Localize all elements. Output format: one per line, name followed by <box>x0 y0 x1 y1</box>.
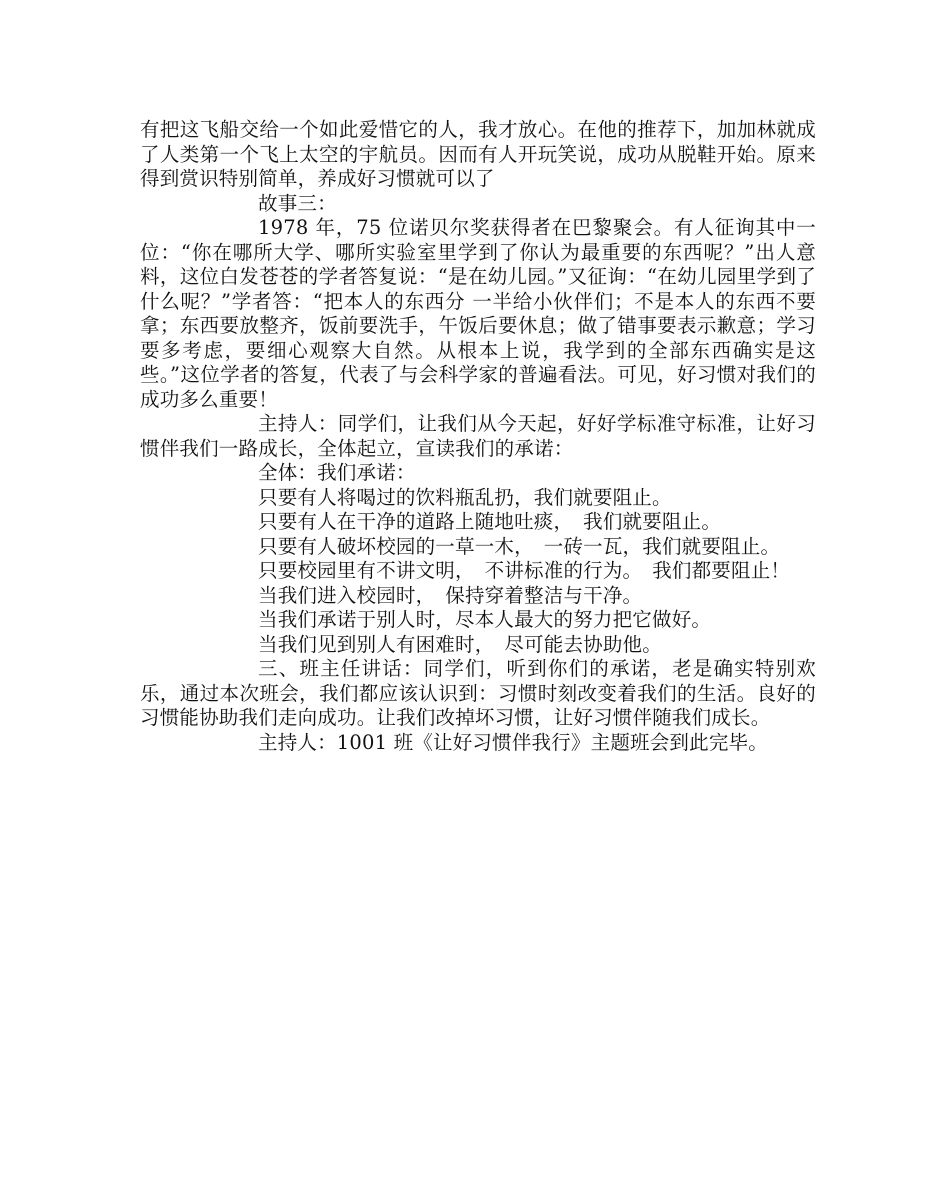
paragraph-story-three: 1978 年，75 位诺贝尔奖获得者在巴黎聚会。有人征询其中一位：“你在哪所大学、哪所实验室里学到了你认为最重要的东西呢？”出人意料，这位白发苍苍的学者答复说：“是在幼儿园。”又征询：“在幼儿园里学到了什么呢？”学者答：“把本人的东西分 一半给小伙伴们；不是本人的东西不要拿；东西要放整齐，饭前要洗手，午饭后要休息；做了错事要表示歉意；学习要多考虑，要细心观察大自然。从根本上说，我学到的全部东西确实是这些。”这位学者的答复，代表了与会科学家的普遍看法。可见，好习惯对我们的成功多么重要！ <box>140 216 816 411</box>
document-body <box>140 118 816 755</box>
pledge-line-6: 当我们承诺于别人时，尽本人最大的努力把它做好。 <box>258 608 712 631</box>
paragraph-host-speech: 主持人：同学们，让我们从今天起，好好学标准守标准，让好习惯伴我们一路成长，全体起立，宣读我们的承诺： <box>140 412 816 460</box>
pledge-line-1: 只要有人将喝过的饮料瓶乱扔，我们就要阻止。 <box>258 485 672 509</box>
pledge-line-3: 只要有人破坏校园的一草一木， 一砖一瓦，我们就要阻止。 <box>258 534 781 558</box>
pledge-line-4: 只要校园里有不讲文明， 不讲标准的行为。 我们都要阻止！ <box>258 559 791 582</box>
paragraph-all-pledge: 全体：我们承诺： <box>258 461 416 484</box>
pledge-line-7: 当我们见到别人有困难时， 尽可能去协助他。 <box>258 632 662 656</box>
pledge-line-2: 只要有人在干净的道路上随地吐痰， 我们就要阻止。 <box>258 510 722 533</box>
story-three-heading: 故事三： <box>258 191 337 215</box>
paragraph-closing: 主持人：1001 班《让好习惯伴我行》主题班会到此完毕。 <box>258 730 768 754</box>
pledge-line-5: 当我们进入校园时， 保持穿着整洁与干净。 <box>258 583 643 607</box>
paragraph-1: 有把这飞船交给一个如此爱惜它的人，我才放心。在他的推荐下，加加林就成了人类第一个飞上太空的宇航员。因而有人开玩笑说，成功从脱鞋开始。原来得到赏识特别简单，养成好习惯就可以了 <box>140 118 816 190</box>
paragraph-teacher-speech: 三、班主任讲话：同学们，听到你们的承诺，老是确实特别欢乐，通过本次班会，我们都应该认识到：习惯时刻改变着我们的生活。良好的习惯能协助我们走向成功。让我们改掉坏习惯，让好习惯伴随我们成长。 <box>140 657 816 729</box>
